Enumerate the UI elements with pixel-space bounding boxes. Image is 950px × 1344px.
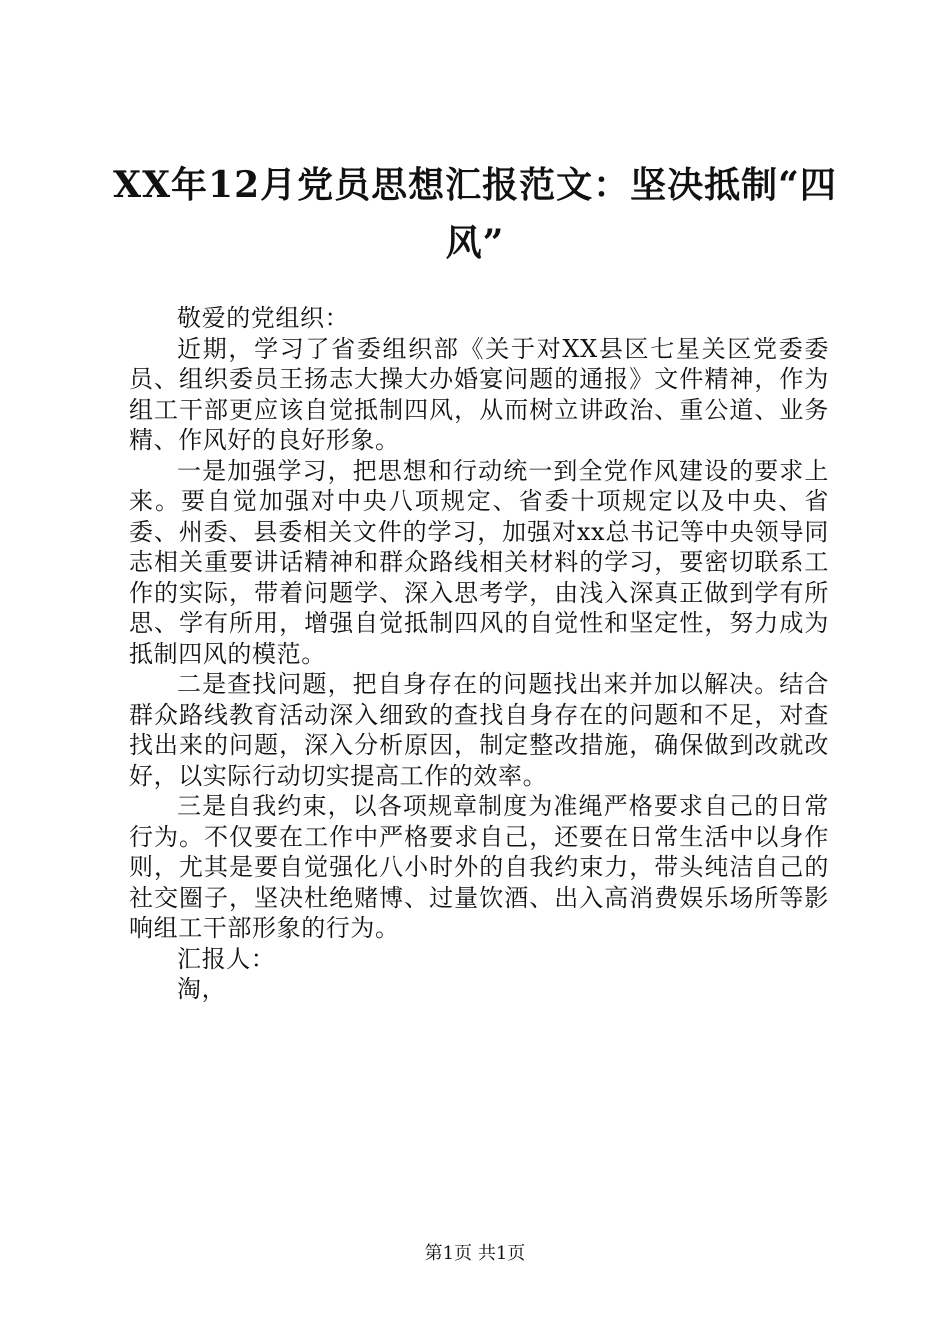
paragraph-point-one: 一是加强学习，把思想和行动统一到全党作风建设的要求上来。要自觉加强对中央八项规定、省委十项规定以及中央、省委、州委、县委相关文件的学习，加强对xx总书记等中央领导同志相关重要讲话精神和群众路线相关材料的学习，要密切联系工作的实际，带着问题学、深入思考学，由浅入深真正做到学有所思、学有所用，增强自觉抵制四风的自觉性和坚定性，努力成为抵制四风的模范。 — [129, 456, 829, 668]
salutation: 敬爱的党组织： — [177, 304, 350, 332]
page-footer: 第1页 共1页 — [424, 1243, 526, 1264]
paragraph-intro: 近期，学习了省委组织部《关于对XX县区七星关区党委委员、组织委员王扬志大操大办婚宴问题的通报》文件精神，作为组工干部更应该自觉抵制四风，从而树立讲政治、重公道、业务精、作风好的良好形象。 — [129, 334, 829, 454]
paragraph-point-three: 三是自我约束，以各项规章制度为准绳严格要求自己的日常行为。不仅要在工作中严格要求自己，还要在日常生活中以身作则，尤其是要自觉强化八小时外的自我约束力，带头纯洁自己的社交圈子，坚决杜绝赌博、过量饮酒、出入高消费娱乐场所等影响组工干部形象的行为。 — [129, 792, 829, 942]
reporter-name: 淘， — [177, 975, 227, 1003]
document-body — [129, 303, 829, 1005]
paragraph-point-two: 二是查找问题，把自身存在的问题找出来并加以解决。结合群众路线教育活动深入细致的查找自身存在的问题和不足，对查找出来的问题，深入分析原因，制定整改措施，确保做到改就改好，以实际行动切实提高工作的效率。 — [129, 670, 829, 790]
document-title: XX年12月党员思想汇报范文：坚决抵制“四风” — [113, 164, 837, 264]
reporter-label: 汇报人： — [177, 944, 276, 973]
